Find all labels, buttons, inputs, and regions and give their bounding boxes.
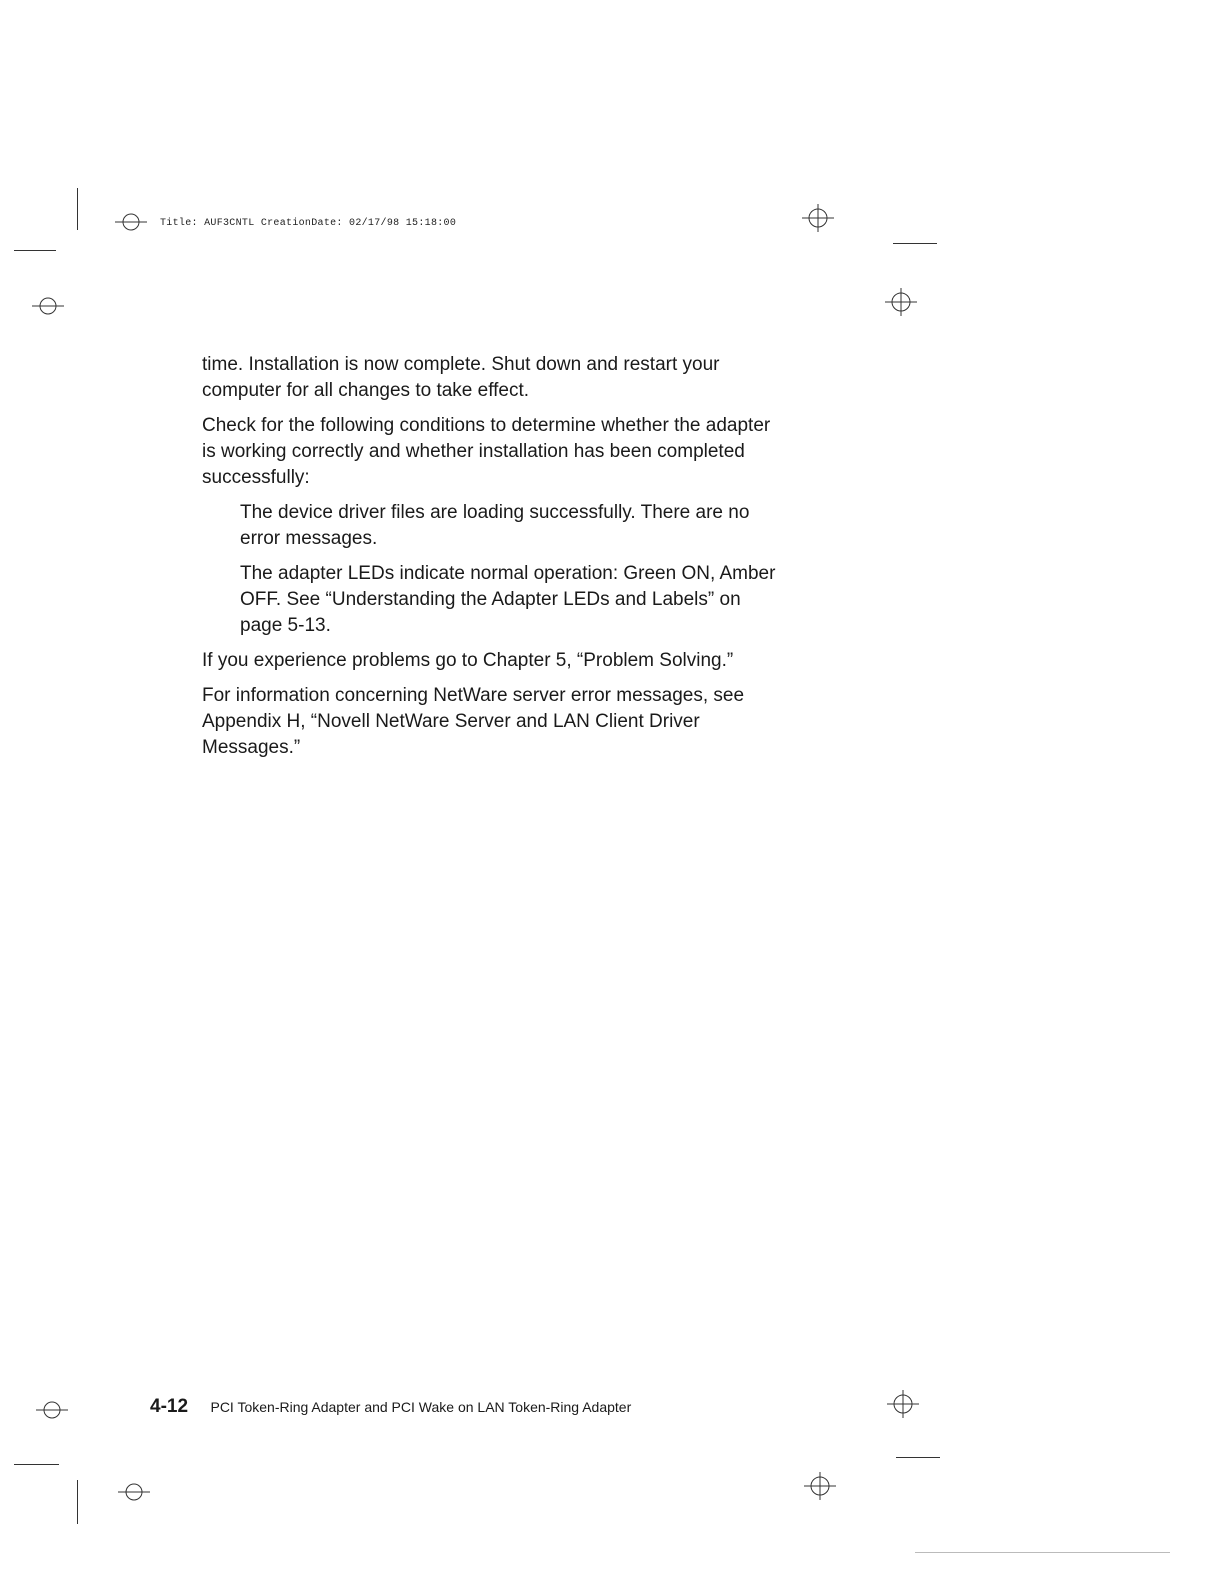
condition-driver-files: The device driver files are loading successfully. There are no error messages. — [240, 502, 750, 549]
page-number: 4-12 — [150, 1396, 189, 1417]
crop-mark-icon — [893, 243, 937, 244]
crop-mark-icon — [896, 1457, 940, 1458]
body-text — [202, 352, 782, 770]
crop-mark-icon — [77, 1480, 78, 1524]
paragraph-check-conditions: Check for the following conditions to determine whether the adapter is working correctly and whether installation has been completed successfully: — [202, 415, 771, 488]
registration-crosshair-icon — [115, 212, 147, 232]
crop-mark-icon — [14, 250, 56, 251]
paragraph-problems: If you experience problems go to Chapter 5, “Problem Solving.” — [202, 650, 734, 671]
condition-adapter-leds: The adapter LEDs indicate normal operation: Green ON, Amber OFF. See “Understanding the Adapter LEDs and Labels” on page 5-13. — [240, 563, 776, 636]
crop-mark-icon — [14, 1464, 59, 1465]
crop-mark-icon — [77, 188, 78, 230]
registration-crosshair-icon — [118, 1482, 150, 1502]
registration-crosshair-icon — [32, 296, 64, 316]
paragraph-netware-messages: For information concerning NetWare server error messages, see Appendix H, “Novell NetWare Server and LAN Client Driver Messages.” — [202, 685, 745, 758]
page-footer — [150, 1396, 631, 1418]
registration-crosshair-icon — [36, 1400, 68, 1420]
registration-crosshair-icon — [885, 286, 917, 318]
scan-artifact-line — [915, 1552, 1170, 1553]
registration-crosshair-icon — [887, 1388, 919, 1420]
creation-stamp: Title: AUF3CNTL CreationDate: 02/17/98 15:18:00 — [160, 218, 457, 229]
registration-crosshair-icon — [804, 1470, 836, 1502]
paragraph-installation-complete: time. Installation is now complete. Shut down and restart your computer for all changes to take effect. — [202, 354, 720, 401]
registration-crosshair-icon — [802, 202, 834, 234]
footer-title: PCI Token-Ring Adapter and PCI Wake on LAN Token-Ring Adapter — [210, 1399, 632, 1415]
